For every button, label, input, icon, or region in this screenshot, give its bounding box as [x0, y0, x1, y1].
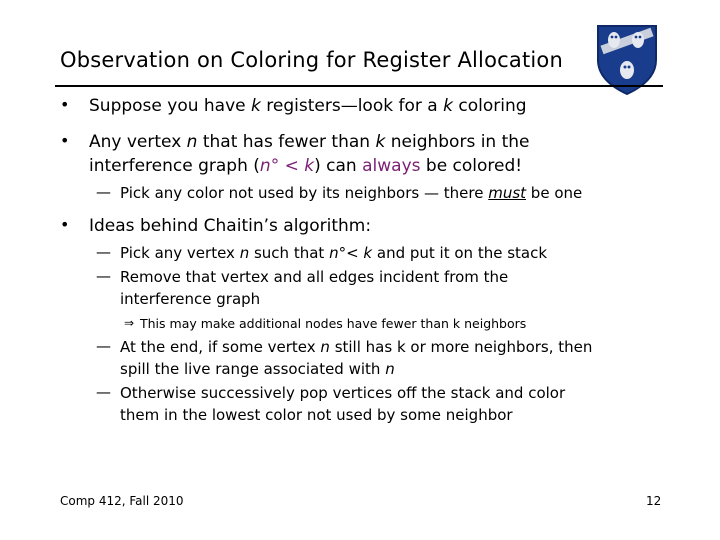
bullet-2-line-1: Any vertex n that has fewer than k neighbors in the [89, 132, 530, 152]
bullet-3-heading: Ideas behind Chaitin’s algorithm: [89, 216, 372, 236]
footer-course: Comp 412, Fall 2010 [60, 494, 184, 508]
dash-glyph: — [96, 383, 111, 401]
bullet-3-sub-4-line-1: Otherwise successively pop vertices off the stack and color [120, 384, 566, 402]
bullet-3-sub-2-line-1: Remove that vertex and all edges incident from the [120, 268, 509, 286]
footer-page-number: 12 [646, 494, 662, 508]
bullet-3-sub-2-note: This may make additional nodes have fewer than k neighbors [140, 316, 527, 331]
bullet-3-sub-3-line-2: spill the live range associated with n [120, 360, 395, 378]
bullet-3-sub-4-line-2: them in the lowest color not used by some neighbor [120, 406, 513, 424]
dash-glyph: — [96, 267, 111, 285]
bullet-glyph: • [60, 215, 70, 234]
dash-glyph: — [96, 337, 111, 355]
slide-title: Observation on Coloring for Register Allocation [60, 48, 563, 72]
bullet-1-text: Suppose you have k registers—look for a k coloring [89, 96, 527, 116]
dash-glyph: — [96, 183, 111, 201]
bullet-3-sub-3-line-1: At the end, if some vertex n still has k or more neighbors, then [120, 338, 593, 356]
bullet-glyph: • [60, 131, 70, 150]
bullet-3-sub-1: Pick any vertex n such that n°< k and put it on the stack [120, 244, 548, 262]
bullet-3-sub-2-line-2: interference graph [120, 290, 261, 308]
title-rule [55, 85, 663, 87]
implies-arrow-icon: ⇒ [124, 316, 135, 330]
dash-glyph: — [96, 243, 111, 261]
bullet-2-line-2: interference graph (n° < k) can always be colored! [89, 156, 523, 176]
bullet-glyph: • [60, 95, 70, 114]
bullet-2-sub-1: Pick any color not used by its neighbors — there must be one [120, 184, 583, 202]
